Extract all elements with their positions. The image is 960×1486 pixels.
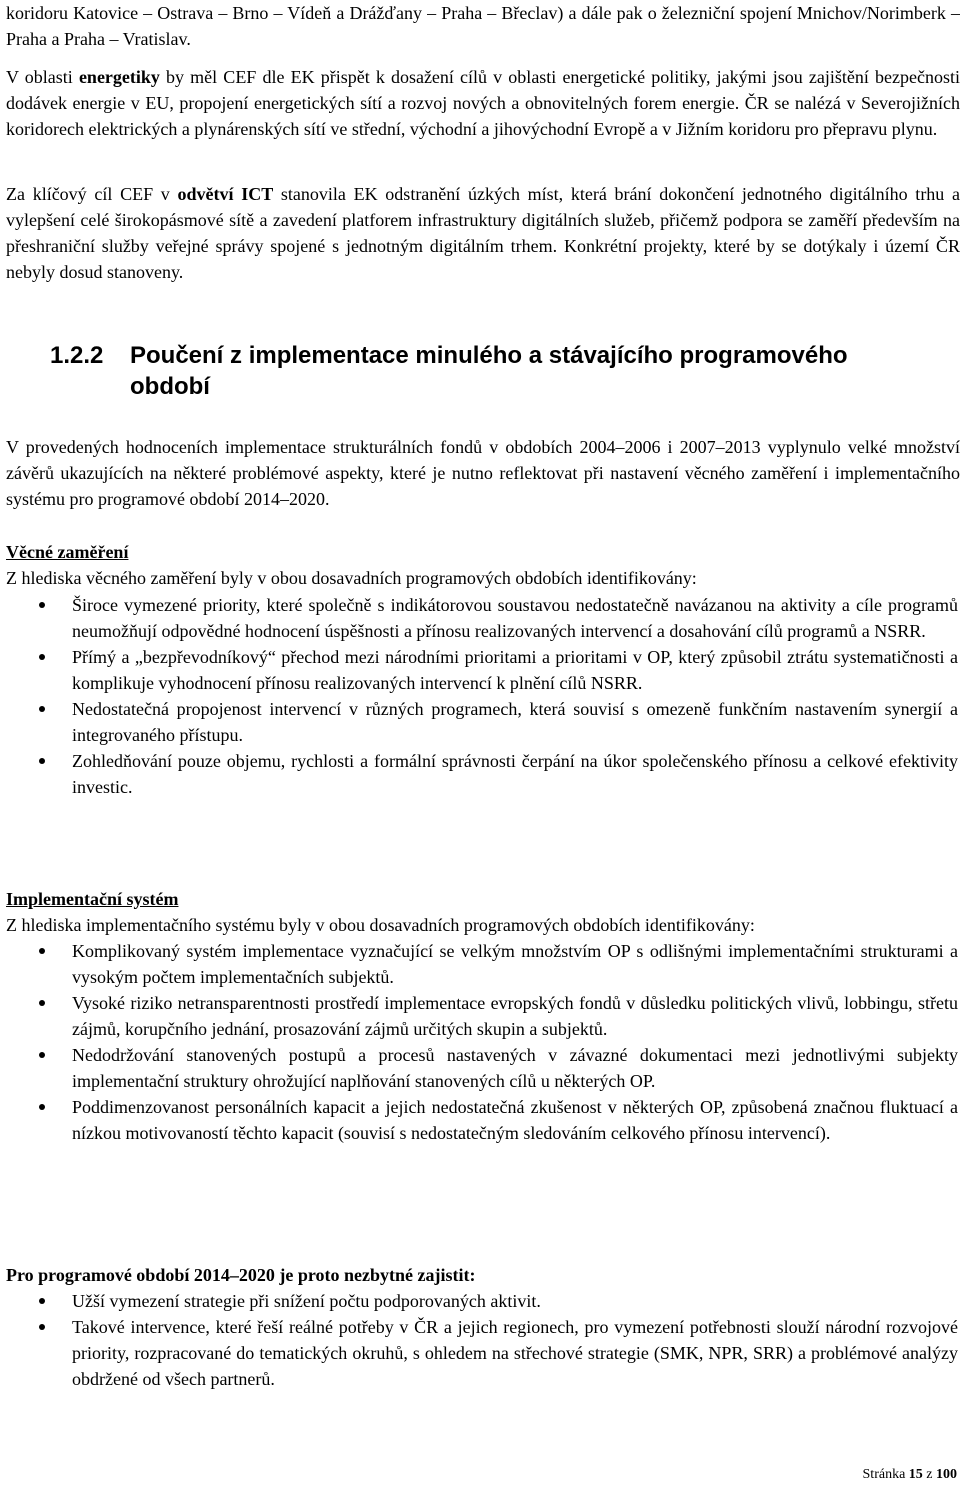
energy-prefix: V oblasti <box>6 67 79 87</box>
list-item <box>0 1314 960 1392</box>
bullet-icon <box>39 1052 45 1058</box>
section-title-line1: Poučení z implementace minulého a stávajícího programového <box>130 342 848 369</box>
page-total: 100 <box>936 1467 957 1482</box>
list-item-text: Nedodržování stanovených postupů a procesů nastavených v závazné dokumentaci mezi jednotlivými subjekty implementační struktury ohrožující naplňování stanovených cílů u některých OP. <box>72 1045 958 1091</box>
bullet-icon <box>39 758 45 764</box>
list-item-text: Poddimenzovanost personálních kapacit a jejich nedostatečná zkušenost v některých OP, způsobená značnou fluktuací a nízkou motivovaností těchto kapacit (souvisí s nedostatečným sledováním celkového přínosu intervencí). <box>72 1097 958 1143</box>
energy-paragraph <box>6 64 960 142</box>
list-item <box>0 1288 960 1314</box>
impl-intro: Z hlediska implementačního systému byly v obou dosavadních programových obdobích identifikovány: <box>6 915 755 935</box>
ict-prefix: Za klíčový cíl CEF v <box>6 184 178 204</box>
bullet-icon <box>39 1000 45 1006</box>
intro-paragraph <box>6 0 960 52</box>
list-item <box>0 1042 960 1094</box>
impl-title: Implementační systém <box>6 889 179 909</box>
bullet-icon <box>39 1324 45 1330</box>
bullet-icon <box>39 706 45 712</box>
list-item-text: Přímý a „bezpřevodníkový“ přechod mezi národními prioritami a prioritami v OP, který způsobil ztrátu systematičnosti a komplikuje vyhodnocení přínosu realizovaných intervencí k plnění cílů NSRR. <box>72 647 958 693</box>
program-title: Pro programové období 2014–2020 je proto nezbytné zajistit: <box>6 1265 476 1285</box>
list-item <box>0 748 960 800</box>
bullet-icon <box>39 602 45 608</box>
section-number: 1.2.2 <box>50 342 104 369</box>
list-item-text: Vysoké riziko netransparentnosti prostředí implementace evropských fondů v důsledku politických vlivů, lobbingu, střetu zájmů, korupčního jednání, prosazování zájmů určitých skupin a subjektů. <box>72 993 958 1039</box>
page-number: 15 <box>908 1467 923 1482</box>
bullet-icon <box>39 1104 45 1110</box>
evaluation-text: V provedených hodnoceních implementace strukturálních fondů v obdobích 2004–2006 i 2007–2013 vyplynulo velké množství závěrů ukazujících na některé problémové aspekty, které je nutno reflektovat při nastavení věcného zaměření i implementačního systému pro programové období 2014–2020. <box>6 437 960 509</box>
section-title-line2: období <box>130 373 210 400</box>
list-item <box>0 1094 960 1146</box>
vecne-title: Věcné zaměření <box>6 542 129 562</box>
list-item-text: Široce vymezené priority, které společně s indikátorovou soustavou nedostatečně navázanou na aktivity a cíle programů neumožňují odpovědné hodnocení úspěšnosti a přínosu realizovaných intervencí a dosahování cílů programů a NSRR. <box>72 595 958 641</box>
bullet-icon <box>39 654 45 660</box>
list-item <box>0 696 960 748</box>
bullet-icon <box>39 1298 45 1304</box>
energy-keyword: energetiky <box>78 67 160 87</box>
footer-separator: z <box>926 1467 933 1482</box>
ict-paragraph <box>6 181 960 285</box>
program-list <box>0 1288 960 1392</box>
list-item-text: Užší vymezení strategie při snížení počtu podporovaných aktivit. <box>72 1291 541 1311</box>
bullet-icon <box>39 948 45 954</box>
list-item <box>0 938 960 990</box>
list-item <box>0 592 960 644</box>
section-heading <box>50 340 955 402</box>
list-item <box>0 990 960 1042</box>
intro-text: koridoru Katovice – Ostrava – Brno – Vídeň a Drážďany – Praha – Břeclav) a dále pak o železniční spojení Mnichov/Norimberk – Praha a Praha – Vratislav. <box>6 3 960 49</box>
impl-list <box>0 938 960 1146</box>
footer-label: Stránka <box>862 1467 906 1482</box>
list-item-text: Zohledňování pouze objemu, rychlosti a formální správnosti čerpání na úkor společenského přínosu a celkové efektivity investic. <box>72 751 958 797</box>
evaluation-paragraph <box>6 434 960 512</box>
page-footer <box>863 1466 957 1484</box>
list-item-text: Takové intervence, které řeší reálné potřeby v ČR a jejich regionech, pro vymezení potřebnosti slouží národní rozvojové priority, rozpracované do tematických okruhů, s ohledem na střechové strategie (SMK, NPR, SRR) a problémové analýzy obdržené od všech partnerů. <box>72 1317 958 1389</box>
list-item-text: Nedostatečná propojenost intervencí v různých programech, která souvisí s omezeně funkčním nastavením synergií a integrovaného přístupu. <box>72 699 958 745</box>
ict-keyword: odvětví ICT <box>177 184 274 204</box>
list-item <box>0 644 960 696</box>
ict-text: stanovila EK odstranění úzkých míst, která brání dokončení jednotného digitálního trhu a vylepšení celé širokopásmové sítě a zavedení platforem infrastruktury digitálních služeb, přičemž podpora se zaměří především na přeshraniční služby veřejné správy spojené s jednotným digitálním trhem. Konkrétní projekty, které by se dotýkaly i území ČR nebyly dosud stanoveny. <box>6 184 960 282</box>
energy-text: by měl CEF dle EK přispět k dosažení cílů v oblasti energetické politiky, jakými jsou zajištění bezpečnosti dodávek energie v EU, propojení energetických sítí a rozvoj nových a obnovitelných forem energie. ČR se nalézá v Severojižních koridorech elektrických a plynárenských sítí ve střední, východní a jihovýchodní Evropě a v Jižním koridoru pro přepravu plynu. <box>6 67 960 139</box>
vecne-intro: Z hlediska věcného zaměření byly v obou dosavadních programových obdobích identifikovány: <box>6 568 697 588</box>
vecne-list <box>0 592 960 800</box>
list-item-text: Komplikovaný systém implementace vyznačující se velkým množstvím OP s odlišnými implementačními strukturami a vysokým počtem implementačních subjektů. <box>72 941 958 987</box>
